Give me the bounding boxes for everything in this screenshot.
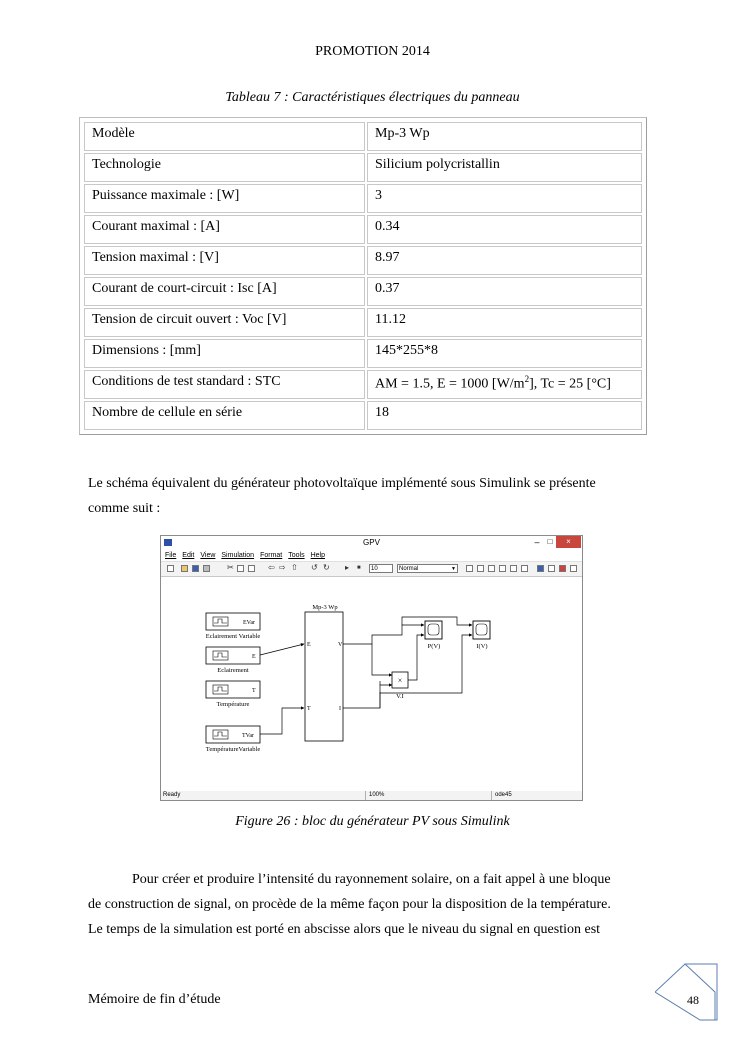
scope-label: I(V): [476, 643, 488, 650]
source-label: Eclairement Variable: [205, 633, 261, 640]
status-divider: [491, 791, 492, 800]
scope-block-pv[interactable]: [425, 621, 442, 650]
zoom-icon[interactable]: [510, 565, 517, 572]
table-row: [84, 153, 642, 182]
row-label: Modèle: [84, 122, 365, 151]
source-label: Eclairement: [217, 667, 249, 674]
value-text: ], Tc = 25 [°C]: [529, 376, 611, 392]
up-icon[interactable]: ⇧: [291, 563, 298, 572]
subsystem-block[interactable]: [305, 604, 343, 741]
new-model-icon[interactable]: [167, 565, 174, 572]
menu-simulation[interactable]: Simulation: [221, 552, 255, 559]
product-block[interactable]: [392, 672, 408, 700]
source-block-temperature-variable[interactable]: [206, 726, 261, 753]
product-label: V.I: [396, 693, 404, 700]
port-e-label: E: [307, 642, 311, 648]
row-label: Courant maximal : [A]: [84, 215, 365, 244]
explorer-icon[interactable]: [488, 565, 495, 572]
menu-bar: [161, 550, 582, 561]
debug-icon[interactable]: [499, 565, 506, 572]
window-title: GPV: [363, 538, 380, 547]
page-footer: Mémoire de fin d’étude: [88, 992, 221, 1007]
forward-icon[interactable]: ⇨: [279, 563, 286, 572]
table-row: [84, 339, 642, 368]
settings-icon[interactable]: [521, 565, 528, 572]
toolbar: [161, 561, 582, 577]
row-value: 18: [367, 401, 642, 430]
close-button[interactable]: ×: [556, 536, 581, 548]
stop-time-input[interactable]: 10: [369, 564, 393, 573]
menu-file[interactable]: File: [165, 552, 177, 559]
body-line: Le temps de la simulation est porté en abscisse alors que le niveau du signal en question est: [88, 922, 601, 937]
status-ready: Ready: [163, 792, 181, 798]
source-tag: E: [252, 654, 256, 660]
simulation-mode-select[interactable]: [397, 564, 458, 573]
back-icon[interactable]: ⇦: [268, 563, 275, 572]
minimize-button[interactable]: –: [534, 537, 540, 547]
row-label: Courant de court-circuit : Isc [A]: [84, 277, 365, 306]
library-icon[interactable]: [477, 565, 484, 572]
source-tag: TVar: [242, 733, 254, 739]
body-line: de construction de signal, on procède de la même façon pour la disposition de la température.: [88, 897, 611, 912]
stop-icon[interactable]: ■: [357, 565, 361, 571]
chevron-down-icon: ▼: [451, 566, 456, 572]
undo-icon[interactable]: ↺: [311, 563, 318, 572]
row-value: 145*255*8: [367, 339, 642, 368]
port-v-label: V: [338, 642, 343, 648]
window-titlebar: [161, 536, 582, 550]
model-canvas[interactable]: [162, 577, 581, 792]
intro-line: comme suit :: [88, 501, 161, 516]
block-diagram: [162, 577, 581, 791]
status-bar: [161, 791, 582, 800]
source-label: TempératureVariable: [205, 746, 261, 753]
run-icon[interactable]: ▸: [345, 563, 350, 572]
table-row: [84, 122, 642, 151]
subsystem-label: Mp-3 Wp: [312, 604, 338, 611]
status-divider: [365, 791, 366, 800]
scope-label: P(V): [427, 643, 441, 650]
row-value: 11.12: [367, 308, 642, 337]
table-row: [84, 215, 642, 244]
help-icon[interactable]: [570, 565, 577, 572]
body-paragraph: [88, 867, 656, 942]
menu-help[interactable]: Help: [310, 552, 325, 559]
table-caption: Tableau 7 : Caractéristiques électriques du panneau: [225, 90, 520, 105]
table-row: [84, 308, 642, 337]
table-row: [84, 370, 642, 399]
page-number: 48: [687, 993, 699, 1007]
simulink-window: [160, 535, 583, 801]
row-value: 3: [367, 184, 642, 213]
characteristics-table: [79, 117, 647, 435]
row-label: Technologie: [84, 153, 365, 182]
source-tag: T: [252, 688, 256, 694]
cut-icon[interactable]: ✂: [227, 563, 234, 572]
product-symbol: ×: [397, 676, 403, 685]
model-browser-icon[interactable]: [537, 565, 544, 572]
intro-paragraph: [88, 471, 656, 521]
menu-view[interactable]: View: [200, 552, 216, 559]
row-label: Conditions de test standard : STC: [84, 370, 365, 399]
report-icon[interactable]: [559, 565, 566, 572]
build-icon[interactable]: [466, 565, 473, 572]
row-label: Dimensions : [mm]: [84, 339, 365, 368]
maximize-button[interactable]: □: [547, 537, 553, 546]
figure-caption: Figure 26 : bloc du générateur PV sous Simulink: [235, 814, 510, 829]
source-block-eclairement-variable[interactable]: [206, 613, 261, 640]
table-row: [84, 277, 642, 306]
table-row: [84, 401, 642, 430]
row-value: 0.34: [367, 215, 642, 244]
page-header: PROMOTION 2014: [315, 44, 430, 59]
row-value: 8.97: [367, 246, 642, 275]
row-label: Tension de circuit ouvert : Voc [V]: [84, 308, 365, 337]
body-line: Pour créer et produire l’intensité du rayonnement solaire, on a fait appel à une bloque: [132, 872, 611, 887]
print-icon[interactable]: [203, 565, 210, 572]
open-folder-icon[interactable]: [181, 565, 188, 572]
row-label: Nombre de cellule en série: [84, 401, 365, 430]
source-block-temperature[interactable]: [206, 681, 260, 708]
port-i-label: I: [339, 706, 341, 712]
scope-block-iv[interactable]: [473, 621, 490, 650]
value-exponent: 2: [524, 374, 530, 384]
row-label: Tension maximal : [V]: [84, 246, 365, 275]
status-solver: ode45: [495, 792, 512, 798]
menu-tools[interactable]: Tools: [288, 552, 305, 559]
menu-edit[interactable]: Edit: [182, 552, 195, 559]
table-row: [84, 184, 642, 213]
source-block-eclairement[interactable]: [206, 647, 260, 674]
redo-icon[interactable]: ↻: [323, 563, 330, 572]
row-label: Puissance maximale : [W]: [84, 184, 365, 213]
status-zoom: 100%: [369, 792, 385, 798]
row-value: Silicium polycristallin: [367, 153, 642, 182]
paste-icon[interactable]: [248, 565, 255, 572]
save-icon[interactable]: [192, 565, 199, 572]
page-number-badge: [655, 962, 745, 1022]
source-tag: EVar: [243, 620, 255, 626]
intro-line: Le schéma équivalent du générateur photovoltaïque implémenté sous Simulink se présente: [88, 476, 596, 491]
simulation-mode-value: Normal: [399, 566, 419, 572]
data-icon[interactable]: [548, 565, 555, 572]
port-t-label: T: [307, 706, 311, 712]
row-value: [367, 370, 642, 399]
copy-icon[interactable]: [237, 565, 244, 572]
source-label: Température: [216, 701, 250, 708]
row-value: 0.37: [367, 277, 642, 306]
value-text: AM = 1.5, E = 1000 [W/m: [375, 376, 525, 392]
row-value: Mp-3 Wp: [367, 122, 642, 151]
menu-format[interactable]: Format: [260, 552, 283, 559]
table-row: [84, 246, 642, 275]
